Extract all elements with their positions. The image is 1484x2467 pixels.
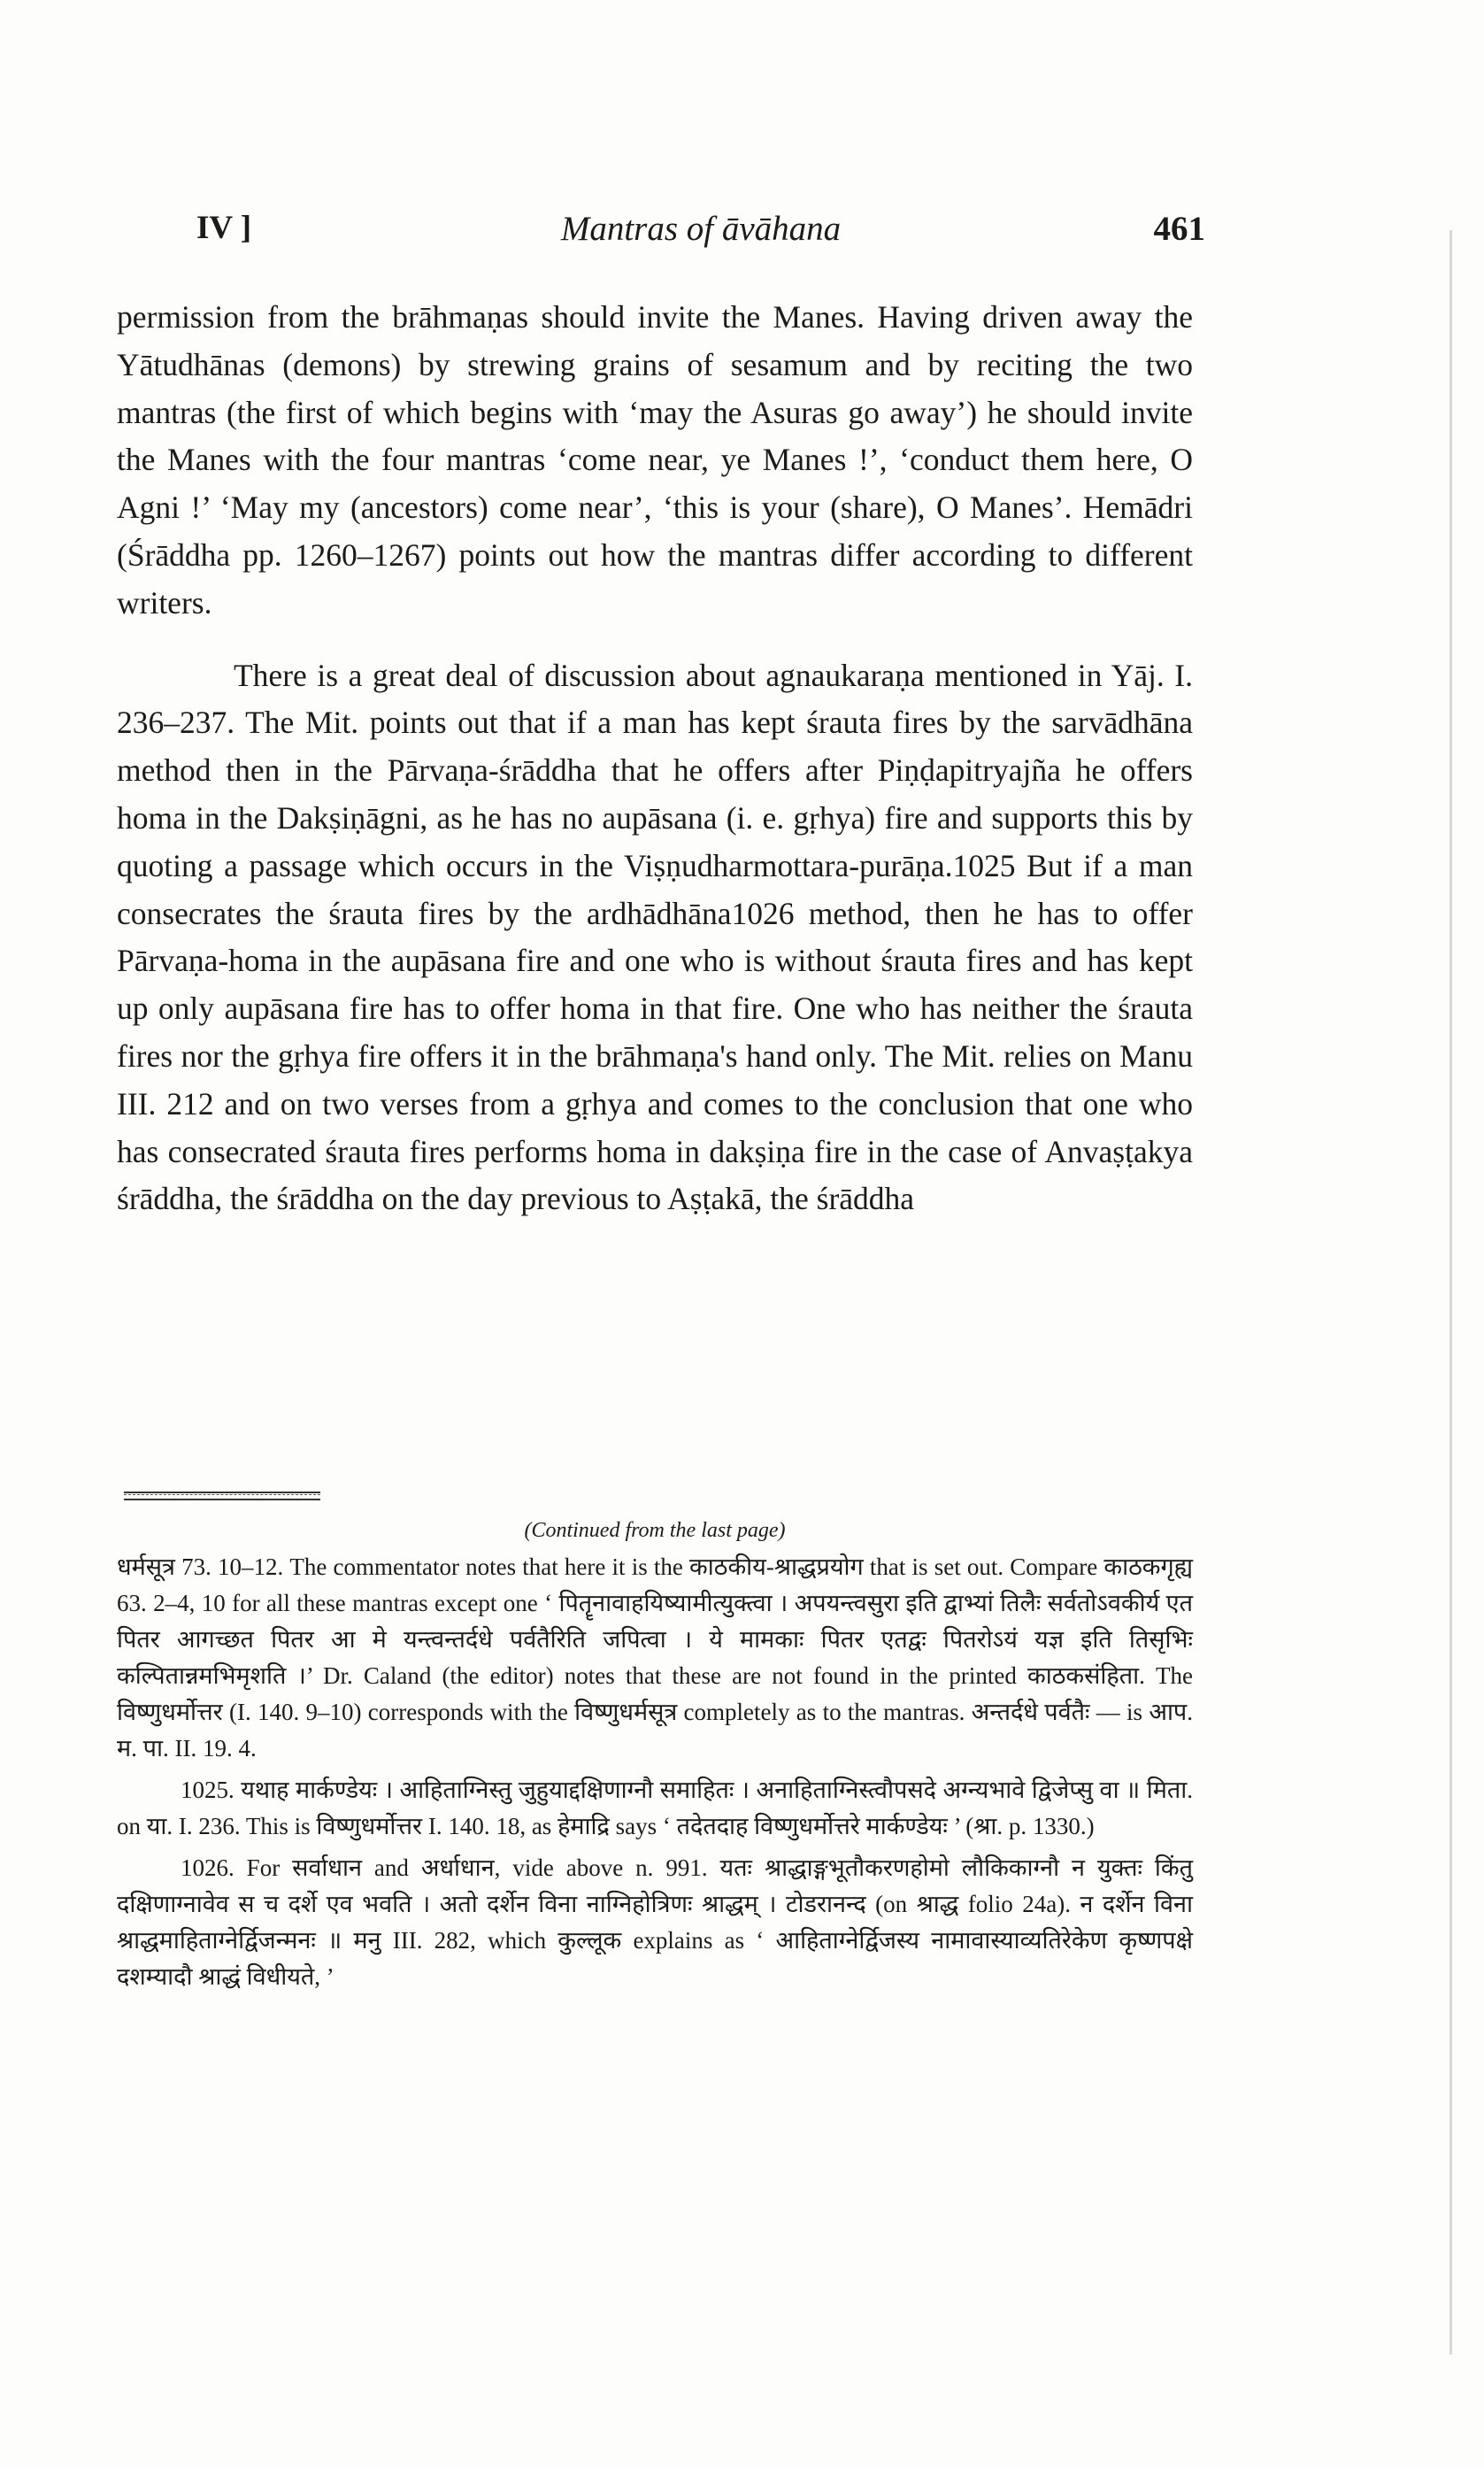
- scan-edge-line: [1449, 230, 1452, 2355]
- page-number: 461: [1153, 210, 1205, 248]
- footnote-continued-text: धर्मसूत्र 73. 10–12. The commentator notes that here it is the काठकीय-श्राद्धप्रयोग that is set out. Compare काठकगृह्य 63. 2–4, 10 for all these mantras except one ‘ पितॄनावाहयिष्यामीत्युक्त्वा । अपयन्त्वसुरा इति द्वाभ्यां तिलैः सर्वतोऽवकीर्य एत पितर आगच्छत पितर आ मे यन्त्वन्तर्दधे पर्वतैरिति जपित्वा । ये मामकाः पितर एतद्वः पितरोऽयं यज्ञ इति तिसृभिः कल्पितान्नमभिमृशति ।’ Dr. Caland (the editor) notes that these are not found in the printed काठकसंहिता. The विष्णुधर्मोत्तर (I. 140. 9–10) corresponds with the विष्णुधर्मसूत्र completely as to the mantras. अन्तर्दधे पर्वतैः — is आप. म. पा. II. 19. 4.: [117, 1553, 1193, 1762]
- footnote-separator: [124, 1492, 320, 1500]
- footnote-1025: 1025. यथाह मार्कण्डेयः । आहिताग्निस्तु जुहुयाद्दक्षिणाग्नौ समाहितः । अनाहिताग्निस्त्वौपसदे अग्न्यभावे द्विजेप्सु वा ॥ मिता. on या. I. 236. This is विष्णुधर्मोत्तर I. 140. 18, as हेमाद्रि says ‘ तदेतदाह विष्णुधर्मोत्तरे मार्कण्डेयः ’ (श्रा. p. 1330.): [117, 1777, 1193, 1839]
- header-title: Mantras of āvāhana: [560, 210, 842, 248]
- paragraph: permission from the brāhmaṇas should invite the Manes. Having driven away the Yātudhānas (demons) by strewing grains of sesamum and by reciting the two mantras (the first of which begins with ‘may the Asuras go away’) he should invite the Manes with the four mantras ‘come near, ye Manes !’, ‘conduct them here, O Agni !’ ‘May my (ancestors) come near’, ‘this is your (share), O Manes’. Hemādri (Śrāddha pp. 1260–1267) points out how the mantras differ according to different writers.: [117, 299, 1193, 621]
- footnote-continued-label: (Continued from the last page): [524, 1519, 786, 1542]
- footnote-1026: 1026. For सर्वाधान and अर्धाधान, vide above n. 991. यतः श्राद्धाङ्गभूतौकरणहोमो लौकिकाग्नौ न युक्तः किंतु दक्षिणाग्नावेव स च दर्शे एव भवति । अतो दर्शेन विना नाग्निहोत्रिणः श्राद्धम् । टोडरानन्द (on श्राद्ध folio 24a). न दर्शेन विना श्राद्धमाहिताग्नेर्द्विजन्मनः ॥ मनु III. 282, which कुल्लूक explains as ‘ आहिताग्नेर्द्विजस्य नामावास्याव्यतिरेकेण कृष्णपक्षे दशम्यादौ श्राद्धं विधीयते, ’: [117, 1854, 1193, 1990]
- running-header: [196, 209, 1205, 262]
- footnotes: [117, 1515, 1193, 1995]
- paragraph: There is a great deal of discussion about agnaukaraṇa mentioned in Yāj. I. 236–237. The Mit. points out that if a man has kept śrauta fires by the sarvādhāna method then in the Pārvaṇa-śrāddha that he offers after Piṇḍapitryajña he offers homa in the Dakṣiṇāgni, as he has no aupāsana (i. e. gṛhya) fire and supports this by quoting a passage which occurs in the Viṣṇudharmottara-purāṇa.1025 But if a man consecrates the śrauta fires by the ardhādhāna1026 method, then he has to offer Pārvaṇa-homa in the aupāsana fire and one who is without śrauta fires and has kept up only aupāsana fire has to offer homa in that fire. One who has neither the śrauta fires nor the gṛhya fire offers it in the brāhmaṇa's hand only. The Mit. relies on Manu III. 212 and on two verses from a gṛhya and comes to the conclusion that one who has consecrated śrauta fires performs homa in dakṣiṇa fire in the case of Anvaṣṭakya śrāddha, the śrāddha on the day previous to Aṣṭakā, the śrāddha: [117, 657, 1193, 1217]
- header-section: IV ]: [196, 210, 252, 246]
- main-text: [117, 294, 1193, 1223]
